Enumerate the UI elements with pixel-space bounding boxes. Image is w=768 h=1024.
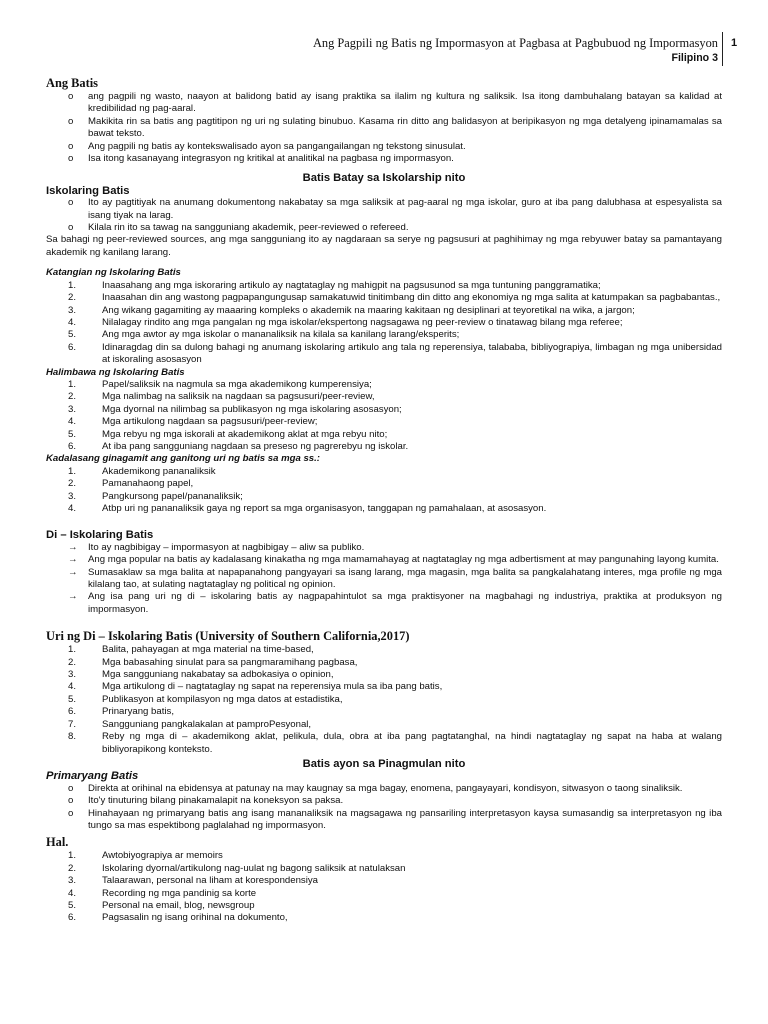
list-item: o Hinahayaan ng primaryang batis ang isang mananaliksik na magsagawa ng pansariling interpretasyon kaysa sumasandig sa interpretasyon ng iba tungo sa mas espektibong paglalahad ng impormasyon. <box>46 808 722 833</box>
header-divider <box>722 32 723 66</box>
list-kadalasang <box>46 466 722 516</box>
list-item: 6. Prinaryang batis, <box>68 706 174 718</box>
list-item: 1. Balita, pahayagan at mga material na time-based, <box>68 644 314 656</box>
bullet-marker: o <box>68 782 74 794</box>
list-primarya <box>46 783 722 833</box>
list-item: 6. At iba pang sangguniang nagdaan sa preseso ng pagrerebyu ng iskolar. <box>68 440 409 452</box>
running-header-subtitle: Filipino 3 <box>671 52 718 64</box>
heading-di-iskolaring: Di – Iskolaring Batis <box>46 529 154 542</box>
list-item: 5. Ang mga awtor ay mga iskolar o mananaliksik na kilala sa kanilang larang/eksperits; <box>68 329 460 341</box>
bullet-marker: o <box>68 153 74 165</box>
arrow-icon: → <box>68 541 78 553</box>
arrow-icon: → <box>68 591 78 603</box>
list-item: → Ito ay nagbibigay – impormasyon at nagbibigay – aliw sa publiko. <box>46 542 722 554</box>
list-halimbawa <box>46 379 722 453</box>
list-uri-di <box>46 644 722 756</box>
list-item: o Ito'y tinuturing bilang pinakamalapit na koneksyon sa paksa. <box>46 795 722 807</box>
list-item: o Ang pagpili ng batis ay kontekswalisado ayon sa pangangailangan ng tekstong sinusulat. <box>46 141 722 153</box>
heading-ang-batis: Ang Batis <box>46 76 98 90</box>
list-item: 3. Mga dyornal na nilimbag sa publikasyon ng mga iskolaring asosasyon; <box>68 403 402 415</box>
bullet-marker: o <box>68 197 74 209</box>
heading-pinagmulan: Batis ayon sa Pinagmulan nito <box>302 757 466 770</box>
document-body <box>46 76 722 925</box>
list-item: → Sumasaklaw sa mga balita at napapanahong pangyayari sa isang larang, mga magasin, mga balita sa pangkalahatang interes, mga profile ng mga kilalang tao, at sulating nagtataglay ng political ng opinion. <box>46 567 722 592</box>
list-item: 3. Pangkursong papel/pananaliksik; <box>68 490 243 502</box>
heading-kadalasang: Kadalasang ginagamit ang ganitong uri ng batis sa mga ss.: <box>46 453 321 465</box>
arrow-icon: → <box>68 554 78 566</box>
list-item: 1. Papel/saliksik na nagmula sa mga akademikong kumperensiya; <box>68 378 372 390</box>
list-item: 1. Awtobiyograpiya ar memoirs <box>68 850 223 862</box>
list-item: o Kilala rin ito sa tawag na sangguniang akademik, peer-reviewed o refereed. <box>46 222 722 234</box>
arrow-icon: → <box>68 566 78 578</box>
bullet-marker: o <box>68 91 74 102</box>
list-item: 1. Akademikong pananaliksik <box>68 465 216 477</box>
paragraph-peer-reviewed: Sa bahagi ng peer-reviewed sources, ang mga sangguniang ito ay nagdaraan sa serye ng pagsusuri at paghihimay ng mga rebyuwer batay sa pamantayang akademik ng kanilang larang. <box>46 234 722 258</box>
list-iskolaring <box>46 197 722 234</box>
list-item: 3. Mga sangguniang nakabatay sa adbokasiya o opinion, <box>68 669 334 681</box>
list-item: 4. Recording ng mga pandinig sa korte <box>68 887 257 899</box>
list-item: 4. Atbp uri ng pananaliksik gaya ng report sa mga organisasyon, tanggapan ng pamahalaan, at asosasyon. <box>68 503 547 514</box>
list-item: 4. Mga artikulong di – nagtataglay ng sapat na reperensiya mula sa iba pang batis, <box>68 681 443 693</box>
list-item: 1. Inaasahang ang mga iskoraring artikulo ay nagtataglay ng mahigpit na pagsusunod sa mga tuntuning panggramatika; <box>68 279 601 291</box>
list-item: o Isa itong kasanayang integrasyon ng kritikal at analitikal na pagbasa ng impormasyon. <box>46 153 722 165</box>
list-batis <box>46 91 722 165</box>
list-item: 3. Talaarawan, personal na liham at korespondensiya <box>68 875 318 887</box>
list-item: o Direkta at orihinal na ebidensya at patunay na may kaugnay sa mga bagay, enomena, pangayayari, kondisyon, sitwasyon o taong sinaliksik. <box>46 783 722 795</box>
bullet-marker: o <box>68 222 74 234</box>
list-item: 2. Mga nalimbag na saliksik na nagdaan sa pagsusuri/peer-review, <box>68 391 375 403</box>
list-item: → Ang isa pang uri ng di – iskolaring batis ay nagpapahintulot sa mga praktisyoner na magbahagi ng industriya, praktika at produksyon ng impormasyon. <box>46 591 722 616</box>
list-katangian <box>46 280 722 367</box>
list-item: 2. Iskolaring dyornal/artikulong nag-uulat ng bagong saliksik at natulaksan <box>68 862 406 874</box>
heading-uri-di-iskolaring: Uri ng Di – Iskolaring Batis (University of Southern California,2017) <box>46 629 410 644</box>
heading-batay-iskolarship: Batis Batay sa Iskolarship nito <box>302 172 466 185</box>
list-item: o ang pagpili ng wasto, naayon at balidong batid ay isang praktika sa ilalim ng kultura ng saliksik. Isa itong dambuhalang batayan sa kalidad at kredibilidad ng pag-aaral. <box>46 91 722 116</box>
list-item: 4. Nilalagay rindito ang mga pangalan ng mga iskolar/ekspertong nagsagawa ng peer-review o tinatawag bilang mga referee; <box>68 316 623 328</box>
list-item: 2. Pamanahaong papel, <box>68 478 194 490</box>
list-hal <box>46 850 722 924</box>
list-item: o Makikita rin sa batis ang pagtitipon ng uri ng sulating binubuo. Kasama rin ditto ang balidasyon at beripikasyon ng mga detalyeng ipinamamalas sa bawat teksto. <box>46 116 722 141</box>
heading-primaryang-batis: Primaryang Batis <box>46 770 139 783</box>
bullet-marker: o <box>68 115 74 127</box>
list-item: 5. Personal na email, blog, newsgroup <box>68 899 255 911</box>
page-number: 1 <box>731 37 738 49</box>
list-item: o Ito ay pagtitiyak na anumang dokumentong nakabatay sa mga saliksik at pag-aaral ng mga iskolar, guro at iba pang dalubhasa at espesyalista sa isang tiyak na larag. <box>46 197 722 222</box>
running-header-title: Ang Pagpili ng Batis ng Impormasyon at Pagbasa at Pagbubuod ng Impormasyon <box>312 36 718 50</box>
list-item: 8. Reby ng mga di – akademikong aklat, pelikula, dula, obra at iba pang pagtatanghal, na hindi nagtataglay ng sapat na haba at walang bibliyorapikong konteksto. <box>68 731 722 755</box>
heading-halimbawa: Halimbawa ng Iskolaring Batis <box>46 366 185 378</box>
bullet-marker: o <box>68 795 74 807</box>
heading-iskolaring-batis: Iskolaring Batis <box>46 184 130 197</box>
list-item: 6. Pagsasalin ng isang orihinal na dokumento, <box>68 912 288 924</box>
list-item: 5. Mga rebyu ng mga iskorali at akademikong aklat at mga rebyu nito; <box>68 428 388 440</box>
list-di-iskolaring <box>46 542 722 616</box>
list-item: 5. Publikasyon at kompilasyon ng mga datos at estadistika, <box>68 693 343 705</box>
heading-hal: Hal. <box>46 835 69 850</box>
heading-katangian: Katangian ng Iskolaring Batis <box>46 267 181 279</box>
list-item: → Ang mga popular na batis ay kadalasang kinakatha ng mga mamamahayag at nagtataglay ng mga adbertisment at may pangunahing layong kumita. <box>46 554 722 566</box>
list-item: 3. Ang wikang gagamiting ay maaaring kompleks o akademik na maaring kakitaan ng desiplinari at teyoretikal na wika, a jargon; <box>68 304 635 316</box>
list-item: 2. Inaasahan din ang wastong pagpapangungusap samakatuwid tinitimbang din ditto ang ekonomiya ng mga salita at katumpakan sa pagbabantas., <box>68 292 721 304</box>
list-item: 7. Sangguniang pangkalakalan at pamproPesyonal, <box>68 718 312 730</box>
list-item: 4. Mga artikulong nagdaan sa pagsusuri/peer-review; <box>68 416 318 428</box>
bullet-marker: o <box>68 140 74 152</box>
bullet-marker: o <box>68 807 74 819</box>
list-item: 6. Idinaragdag din sa dulong bahagi ng anumang iskolaring artikulo ang tala ng reperensiya, talababa, bibliyograpiya, limbagan ng mga unibersidad at iskoraling asosasyon <box>68 341 722 366</box>
list-item: 2. Mga babasahing sinulat para sa pangmaramihang pagbasa, <box>68 656 358 668</box>
